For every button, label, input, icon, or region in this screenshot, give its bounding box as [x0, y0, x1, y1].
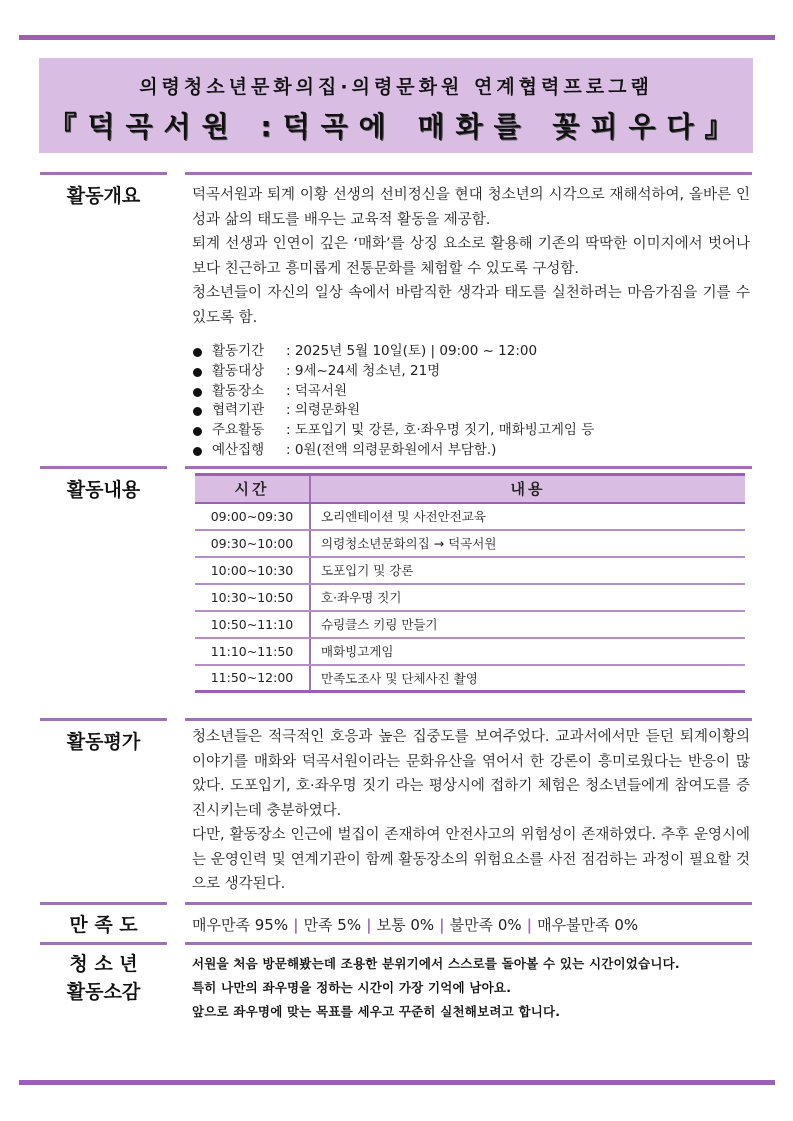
label-divider [40, 718, 167, 721]
bullet-icon [193, 388, 202, 397]
satisfaction-item: 불만족 0% [449, 916, 522, 934]
detail-value: 2025년 5월 10일(토) | 09:00 ~ 12:00 [294, 343, 538, 359]
overview-paragraph: 덕곡서원과 퇴계 이황 선생의 선비정신을 현대 청소년의 시각으로 재해석하여, 올바른 인성과 삶의 태도를 배우는 교육적 활동을 제공함. [192, 187, 750, 228]
body-divider [185, 718, 752, 721]
detail-key: 활동장소 [212, 382, 265, 399]
opinion-line: 서원을 처음 방문해봤는데 조용한 분위기에서 스스로를 돌아볼 수 있는 시간이었습니다. [192, 956, 680, 971]
body-divider [185, 902, 752, 905]
title-banner [39, 58, 753, 153]
table-row [195, 530, 745, 557]
section-label-line: 청 소 년 [69, 953, 138, 975]
cell-time: 10:30~10:50 [195, 584, 310, 611]
overview-body [192, 183, 750, 461]
cell-time: 11:50~12:00 [195, 665, 310, 692]
opinion-line: 특히 나만의 좌우명을 정하는 시간이 가장 기억에 남아요. [192, 980, 512, 995]
column-header-time: 시간 [195, 475, 310, 503]
cell-content: 호·좌우명 짓기 [310, 584, 745, 611]
section-label: 활동평가 [66, 731, 141, 753]
table-row [195, 503, 745, 530]
top-divider [19, 35, 775, 40]
cell-content: 슈링클스 키링 만들기 [310, 611, 745, 638]
cell-content: 의령청소년문화의집 → 덕곡서원 [310, 530, 745, 557]
opinion-line: 앞으로 좌우명에 맞는 목표를 세우고 꾸준히 실천해보려고 합니다. [192, 1004, 561, 1019]
table-row [195, 611, 745, 638]
bullet-icon [193, 427, 202, 436]
program-title: 『덕곡서원 :덕곡에 매화를 꽃피우다』 [48, 110, 744, 143]
detail-key: 활동기간 [212, 343, 265, 359]
bullet-icon [193, 348, 202, 357]
cell-content: 도포입기 및 강론 [310, 557, 745, 584]
body-divider [185, 172, 752, 175]
program-subtitle: 의령청소년문화의집·의령문화원 연계협력프로그램 [139, 76, 653, 98]
detail-item: 활동장소 : 덕곡서원 [192, 382, 750, 402]
section-label-line: 활동소감 [66, 981, 141, 1003]
cell-content: 만족도조사 및 단체사진 촬영 [310, 665, 745, 692]
section-label: 활동개요 [66, 185, 141, 207]
section-label [40, 950, 167, 1006]
label-divider [40, 172, 167, 175]
separator: | [526, 916, 533, 934]
detail-item: 예산집행 : 0원(전액 의령문화원에서 부담함.) [192, 441, 750, 461]
cell-content: 오리엔테이션 및 사전안전교육 [310, 503, 745, 530]
cell-content: 매화빙고게임 [310, 638, 745, 665]
table-header-row [195, 475, 745, 503]
body-divider [185, 466, 752, 469]
label-divider [40, 902, 167, 905]
body-divider [185, 942, 752, 945]
satisfaction-item: 매우만족 95% [192, 916, 289, 934]
detail-value: 덕곡서원 [294, 382, 348, 399]
detail-value: 의령문화원 [294, 402, 361, 419]
detail-item: 활동기간 : 2025년 5월 10일(토) | 09:00 ~ 12:00 [192, 342, 750, 362]
detail-item: 협력기관 : 의령문화원 [192, 401, 750, 421]
bullet-icon [193, 368, 202, 377]
detail-value: 도포입기 및 강론, 호·좌우명 짓기, 매화빙고게임 등 [294, 422, 595, 439]
satisfaction-item: 보통 0% [376, 916, 435, 934]
detail-key: 활동대상 [212, 362, 265, 379]
evaluation-paragraph: 청소년들은 적극적인 호응과 높은 집중도를 보여주었다. 교과서에서만 듣던 퇴계이황의 이야기를 매화와 덕곡서원이라는 문화유산을 엮어서 한 강론이 흥미로웠다는 반응이 많았다. 도포입기, 호·좌우명 짓기 라는 평상시에 접하기 체험은 청소년들에게 참여도를 증진시키는데 충분하였다. [192, 729, 750, 819]
section-label: 활동내용 [66, 479, 141, 501]
satisfaction-results [192, 913, 750, 938]
section-label: 만 족 도 [69, 914, 138, 936]
cell-time: 09:00~09:30 [195, 503, 310, 530]
detail-value: 9세~24세 청소년, 21명 [294, 362, 441, 379]
bullet-icon [193, 407, 202, 416]
bottom-divider [19, 1080, 775, 1085]
overview-paragraph: 청소년들이 자신의 일상 속에서 바람직한 생각과 태도를 실천하려는 마음가짐을 기를 수 있도록 함. [192, 285, 750, 326]
separator: | [366, 916, 372, 934]
label-divider [40, 942, 167, 945]
column-header-content: 내용 [310, 475, 745, 503]
detail-value: 0원(전액 의령문화원에서 부담함.) [294, 441, 497, 458]
detail-item: 주요활동 : 도포입기 및 강론, 호·좌우명 짓기, 매화빙고게임 등 [192, 421, 750, 441]
overview-paragraph: 퇴계 선생과 인연이 깊은 ‘매화’를 상징 요소로 활용해 기존의 딱딱한 이미지에서 벗어나 보다 친근하고 흥미롭게 전통문화를 체험할 수 있도록 구성함. [192, 236, 750, 277]
cell-time: 11:10~11:50 [195, 638, 310, 665]
youth-opinion-body [192, 952, 750, 1024]
table-row [195, 638, 745, 665]
schedule-table [195, 473, 745, 693]
detail-item: 활동대상 : 9세~24세 청소년, 21명 [192, 362, 750, 382]
cell-time: 10:50~11:10 [195, 611, 310, 638]
label-divider [40, 466, 167, 469]
cell-time: 10:00~10:30 [195, 557, 310, 584]
evaluation-paragraph: 다만, 활동장소 인근에 벌집이 존재하여 안전사고의 위험성이 존재하였다. 추후 운영시에는 운영인력 및 연계기관이 함께 활동장소의 위험요소를 사전 점검하는 과정이 필요할 것으로 생각된다. [192, 827, 750, 892]
table-row [195, 665, 745, 692]
detail-key: 예산집행 [212, 441, 265, 458]
overview-details [192, 342, 750, 461]
detail-key: 협력기관 [212, 402, 265, 419]
evaluation-body [192, 725, 750, 897]
detail-key: 주요활동 [212, 422, 265, 439]
table-row [195, 557, 745, 584]
separator: | [293, 916, 299, 934]
table-row [195, 584, 745, 611]
separator: | [439, 916, 445, 934]
satisfaction-item: 만족 5% [303, 916, 362, 934]
bullet-icon [193, 447, 202, 456]
satisfaction-item: 매우불만족 0% [537, 916, 639, 934]
cell-time: 09:30~10:00 [195, 530, 310, 557]
